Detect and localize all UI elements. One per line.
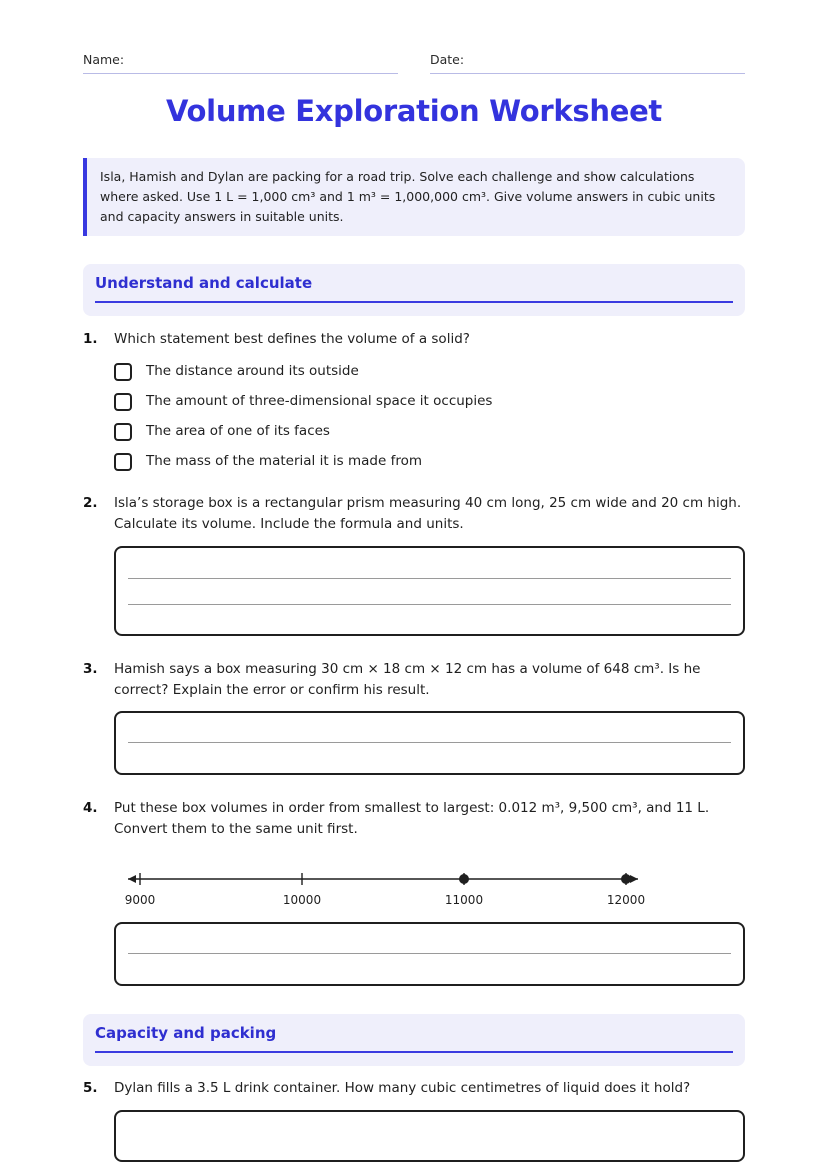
question-number-4: 4. [83, 800, 98, 816]
checkbox[interactable] [114, 423, 132, 441]
number-line-tick-label: 10000 [282, 893, 322, 907]
section-underline [95, 1051, 733, 1053]
question-text-2: Isla’s storage box is a rectangular prism measuring 40 cm long, 25 cm wide and 20 cm high. Calculate its volume. Include the formula and units. [114, 495, 742, 532]
answer-box-5[interactable] [114, 1110, 745, 1162]
option-label: The amount of three-dimensional space it occupies [146, 393, 493, 409]
page-title: Volume Exploration Worksheet [166, 94, 662, 128]
question-text-1: Which statement best defines the volume of a solid? [114, 331, 470, 347]
number-line-tick-label: 12000 [606, 893, 646, 907]
section-title: Capacity and packing [95, 1024, 277, 1042]
answer-box-2[interactable] [114, 546, 745, 636]
section-underline [95, 301, 733, 303]
section-header-1 [83, 264, 745, 316]
date-field[interactable] [430, 52, 745, 74]
number-line-point[interactable] [459, 874, 469, 884]
right-arrow-icon [630, 875, 638, 883]
question-text-3: Hamish says a box measuring 30 cm × 18 cm × 12 cm has a volume of 648 cm³. Is he correct? Explain the error or confirm his result. [114, 661, 701, 698]
option-label: The distance around its outside [146, 363, 359, 379]
answer-line [128, 604, 731, 605]
answer-line [128, 742, 731, 743]
instructions-text: Isla, Hamish and Dylan are packing for a road trip. Solve each challenge and show calculations where asked. Use 1 L = 1,000 cm³ and 1 m³ = 1,000,000 cm³. Give volume answers in cubic units and capacity answers in suitable units. [100, 169, 716, 224]
answer-box-3[interactable] [114, 711, 745, 775]
number-line-tick-label: 11000 [444, 893, 484, 907]
checkbox[interactable] [114, 363, 132, 381]
checkbox[interactable] [114, 393, 132, 411]
section-title: Understand and calculate [95, 274, 313, 292]
question-number-3: 3. [83, 661, 98, 677]
name-label: Name: [83, 52, 125, 67]
section-header-2 [83, 1014, 745, 1066]
question-text-4: Put these box volumes in order from smallest to largest: 0.012 m³, 9,500 cm³, and 11 L. Convert them to the same unit first. [114, 800, 710, 837]
instructions-panel [83, 158, 745, 236]
date-label: Date: [430, 52, 465, 67]
number-line-tick-label: 9000 [124, 893, 156, 907]
name-field[interactable] [83, 52, 398, 74]
question-number-5: 5. [83, 1080, 98, 1096]
left-arrow-icon [128, 875, 136, 883]
answer-line [128, 953, 731, 954]
question-text-5: Dylan fills a 3.5 L drink container. How many cubic centimetres of liquid does it hold? [114, 1080, 691, 1096]
option-label: The area of one of its faces [146, 423, 330, 439]
question-number-2: 2. [83, 495, 98, 511]
number-line [114, 862, 674, 912]
checkbox[interactable] [114, 453, 132, 471]
option-label: The mass of the material it is made from [146, 453, 422, 469]
number-line-point[interactable] [621, 874, 631, 884]
answer-box-4[interactable] [114, 922, 745, 986]
question-number-1: 1. [83, 331, 98, 347]
answer-line [128, 578, 731, 579]
